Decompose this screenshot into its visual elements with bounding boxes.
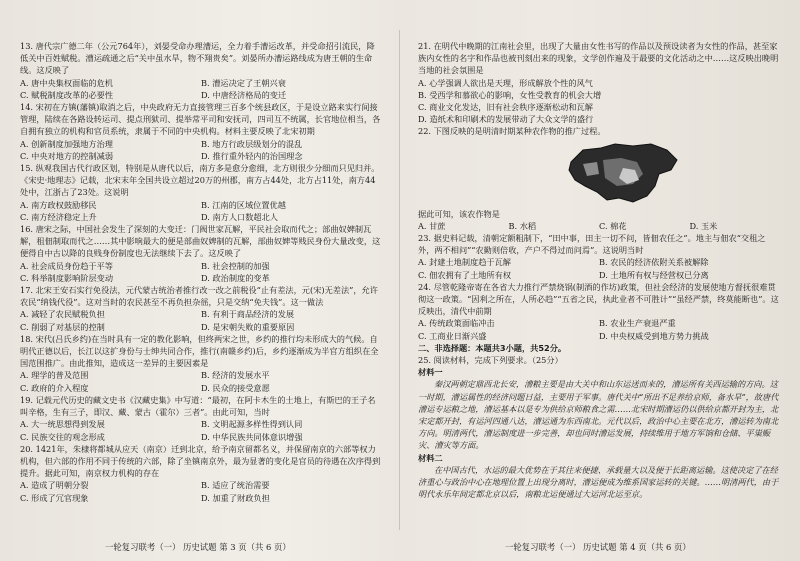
footer-left: 一轮复习联考（一） 历史试题 第 3 页（共 6 页） bbox=[105, 542, 291, 552]
answer-option: C. 佃农拥有了土地所有权 bbox=[418, 269, 512, 280]
answer-option: D. 民众的接受意愿 bbox=[201, 382, 270, 393]
question-stem: 24. 尽管乾隆帝寄在各省大力推行严禁烧锅(制酒的作坊)政策，但社会经济的发展使地方督抚很难贯彻这一政策。“因利之所在，人所必趋”“五省之民，执此业者不可胜计”“虽经严禁，终莫能断也”。这反映出，清代中前期 bbox=[418, 281, 779, 317]
options-grid bbox=[20, 418, 382, 442]
options-grid bbox=[20, 308, 382, 332]
answer-option: A. 甘蔗 bbox=[418, 220, 446, 231]
section-heading: 二、非选择题：本题共3小题，共52分。 bbox=[418, 342, 567, 353]
material-1-title: 材料一 bbox=[418, 367, 443, 378]
answer-option: D. 是宋朝失败的重要原因 bbox=[201, 321, 295, 332]
answer-option: A. 创新制度加强地方治理 bbox=[20, 138, 113, 149]
answer-option: D. 政治制度的变革 bbox=[201, 272, 270, 283]
answer-option: B. 有利于商品经济的发展 bbox=[201, 309, 295, 320]
answer-option: A. 减轻了农民赋税负担 bbox=[20, 309, 105, 320]
answer-option: D. 南方人口数超北人 bbox=[201, 211, 278, 222]
answer-option: A. 社会成员身份趋于平等 bbox=[20, 260, 113, 271]
options-grid bbox=[20, 369, 382, 393]
options-grid bbox=[20, 77, 382, 101]
answer-option: D. 造纸术和印刷术的发展带动了大众文学的盛行 bbox=[418, 114, 594, 125]
answer-option: A. 造成了明朝分裂 bbox=[20, 480, 89, 491]
answer-option: B. 受西学和慕欲心的影响，女性受教育的机会大增 bbox=[418, 89, 602, 100]
answer-option: B. 文明起源多样性得到认同 bbox=[201, 419, 303, 430]
answer-option: A. 大一统思想得到发展 bbox=[20, 419, 105, 430]
question-stem: 21. 在明代中晚期的江南社会里，出现了大量由女性书写的作品以及预设读者为女性的作品，甚至家族内女性的名字和作品也被刊刻出来的现象，文学创作遍及于最要的文化活动之中……这反映出晚明当地的社会氛围是 bbox=[418, 41, 779, 76]
answer-option: C. 商业文化发达，旧有社会秩序逐渐松动和瓦解 bbox=[418, 102, 593, 113]
answer-option: C. 形成了冗官现象 bbox=[20, 492, 89, 503]
answer-option: C. 棉花 bbox=[599, 220, 627, 231]
answer-option: A. 唐中央集权面临的危机 bbox=[20, 77, 113, 88]
answer-option: C. 科举制度影响阶层变动 bbox=[20, 272, 114, 283]
answer-option: D. 中唐经济格局的变迁 bbox=[201, 89, 287, 100]
answer-option: D. 推行重外轻内的治国理念 bbox=[201, 150, 303, 161]
material-2-title: 材料二 bbox=[418, 452, 443, 463]
answer-option: B. 江南的区域位置优越 bbox=[201, 199, 286, 210]
answer-option: B. 漕运决定了王朝兴衰 bbox=[201, 77, 286, 88]
answer-option: D. 中央权威受到地方势力挑战 bbox=[599, 330, 709, 341]
question-stem: 16. 唐宋之际，中国社会发生了深刻的大变迁：门阀世家瓦解，平民社会取而代之；部曲奴婢制瓦解，租佃制取而代之……其中影响最大的便是部曲奴婢制的瓦解，部曲奴婢等贱民身份大量改变，这便得自中古以降的良贱身份制度也无法继续下去了。这反映了 bbox=[20, 224, 381, 259]
question-stem: 15. 纵观我国古代行政区划，特别是从唐代以后，南方多是愈分愈细，北方则很少分细而只见归并。《宋史·地理志》记载，北宋末年全国共设立超过20万的州郡，南方占44处，北方占11处，南方44处中，江浙占了23处。这说明 bbox=[20, 163, 380, 198]
right-page bbox=[418, 40, 780, 518]
page-divider bbox=[399, 30, 400, 530]
answer-option: B. 经济的发展水平 bbox=[201, 370, 270, 381]
answer-option: A. 南方政权鼓励移民 bbox=[20, 199, 97, 210]
answer-option: C. 赋税制度改革的必要性 bbox=[20, 89, 114, 100]
answer-option: B. 地方行政层级划分的混乱 bbox=[201, 138, 303, 149]
question-stem: 22. 下图反映的是明清时期某种农作物的推广过程。 bbox=[418, 126, 606, 137]
answer-option: D. 玉米 bbox=[689, 220, 718, 231]
answer-option: B. 社会控制的加强 bbox=[201, 260, 270, 271]
answer-option: B. 农业生产衰退严重 bbox=[599, 318, 676, 329]
answer-option: C. 中央对地方的控制减弱 bbox=[20, 150, 114, 161]
footer-right: 一轮复习联考（一） 历史试题 第 4 页（共 6 页） bbox=[505, 542, 691, 552]
question-stem: 13. 唐代宗广德二年（公元764年），刘晏受命办理漕运，全力着手漕运改革，并受命招引流民，降低关中百姓赋税。漕运疏通之后“关中虽水旱，物不翔贵矣”。刘晏所办漕运路线成为唐王朝的生命线。这反映了 bbox=[20, 41, 375, 76]
question-25-stem: 25. 阅读材料，完成下列要求。（25分） bbox=[418, 355, 563, 366]
question-stem: 17. 北宋王安石实行免役法，元代蒙古统治者推行改一改之前税役“止有差法，元(宋)无差法”，允许农民“纳钱代役”。这对当时的农民甚至不再负担杂徭，只是交纳“免夫钱”。这一做法 bbox=[20, 285, 378, 308]
options-grid bbox=[20, 260, 382, 284]
answer-option: B. 水稻 bbox=[508, 220, 537, 231]
answer-option: B. 适应了统治需要 bbox=[201, 480, 270, 491]
options-grid bbox=[20, 138, 382, 162]
crop-spread-map bbox=[563, 140, 683, 206]
question-followup: 据此可知，该农作物是 bbox=[418, 208, 500, 219]
question-stem: 18. 宋代(吕氏乡约)在当时具有一定的教化影响，但终两宋之世，乡约的推行均未形成大的气候。自明代正德以后，长江以这扩身份与士绅共同合作，推行(南赣乡约)后，乡约逐渐成为半官方组织在全国范围推广。由此推知，造成这一差异的主要因素是 bbox=[20, 333, 379, 369]
options-grid bbox=[418, 317, 780, 341]
answer-option: A. 传统政策面临冲击 bbox=[418, 318, 495, 329]
answer-option: C. 南方经济稳定上升 bbox=[20, 211, 97, 222]
options-grid bbox=[418, 256, 780, 280]
answer-option: A. 心学强调人欲出是天理，形成解放个性的风气 bbox=[418, 77, 593, 88]
options-grid bbox=[418, 77, 780, 126]
options-grid bbox=[418, 220, 780, 232]
answer-option: C. 削弱了对基层的控制 bbox=[20, 321, 105, 332]
answer-option: D. 中华民族共同体意识增强 bbox=[201, 431, 303, 442]
answer-option: C. 工商业日渐兴盛 bbox=[418, 330, 487, 341]
answer-option: C. 民族交往的观念形成 bbox=[20, 431, 105, 442]
options-grid bbox=[20, 199, 382, 223]
material-2-text: 在中国古代，水运的最大优势在于其往来便捷、承载量大以及便于长距离运输。这使决定了在经济重心与政治中心在地理位置上出现分离时，漕运便成为维系国家运转的关键。……明清两代，由于明代永乐年间定都北京以后，南粮北运便通过大运河北运至京。 bbox=[418, 464, 779, 500]
question-stem: 14. 宋初在方镇(藩镇)取消之后，中央政府无力直接管理三百多个统县政区，于是设立路来实行间接管理，陆续在各路设转运司、提点刑狱司、提举常平司和安抚司，四司互不统属，长官地位相当，各自拥有独立的机构和官员系统，隶属于不同的中央机构。材料主要反映了北宋初期 bbox=[20, 102, 381, 137]
answer-option: A. 理学的普及范围 bbox=[20, 370, 89, 381]
answer-option: D. 加重了财政负担 bbox=[201, 492, 270, 503]
answer-option: C. 政府的介入程度 bbox=[20, 382, 89, 393]
question-stem: 19. 记载元代历史的藏文史书《汉藏史集》中写道：“最初，在阿卡木生的土地上，有斯巴的王子名叫辛格，生有三子，即汉、藏、蒙古（霍尔）三者”。由此可知，当时 bbox=[20, 394, 376, 418]
options-grid bbox=[20, 479, 382, 503]
material-1-text: 秦汉两朝定鼎西北长安，漕粮主要是由大关中和山东运送而来的，漕运所有关西运输的方向。这一时期，漕运属性的经济问题日益，主要用于军事。唐代关中“所出不足养给京师，备水旱”，故唐代漕运专运粮之地，漕运基本以是专为供给京师粮食之需……北宋时期漕运仍以供给京都开封为主，北宋定都开封，有运河四通八达，漕运通为东西南北。元代以后，政治中心主要在北方，漕运转为南北方向。明清两代，漕运制度进一步完善，却也同时漕运发展，持续维用于地方军饷和仓储、平粜赈灾、漕灾等方面。 bbox=[418, 379, 779, 451]
question-stem: 23. 据史料记载，清朝定额粗制下，“田中事，田主一切不问，皆佃农任之”。地主与佃农“交租之外，两不相问”“农勤则倍收，产户不得过而问焉”。这说明当时 bbox=[418, 233, 766, 256]
answer-option: D. 土地所有权与经营权已分离 bbox=[599, 269, 709, 280]
left-page bbox=[20, 40, 382, 518]
question-stem: 20. 1421年，朱棣将都城从应天（南京）迁到北京，给予南京留都名义，并保留南京的六部等权力机构，但六部的作用不同于传统的六部，除了坐镇南京外，最为显著的变化是官员的待遇在次序得到提升。据此可知，南京权力机构的存在 bbox=[20, 443, 381, 479]
answer-option: A. 封建土地制度趋于瓦解 bbox=[418, 257, 511, 268]
answer-option: B. 农民的经济依附关系被解除 bbox=[599, 257, 709, 268]
